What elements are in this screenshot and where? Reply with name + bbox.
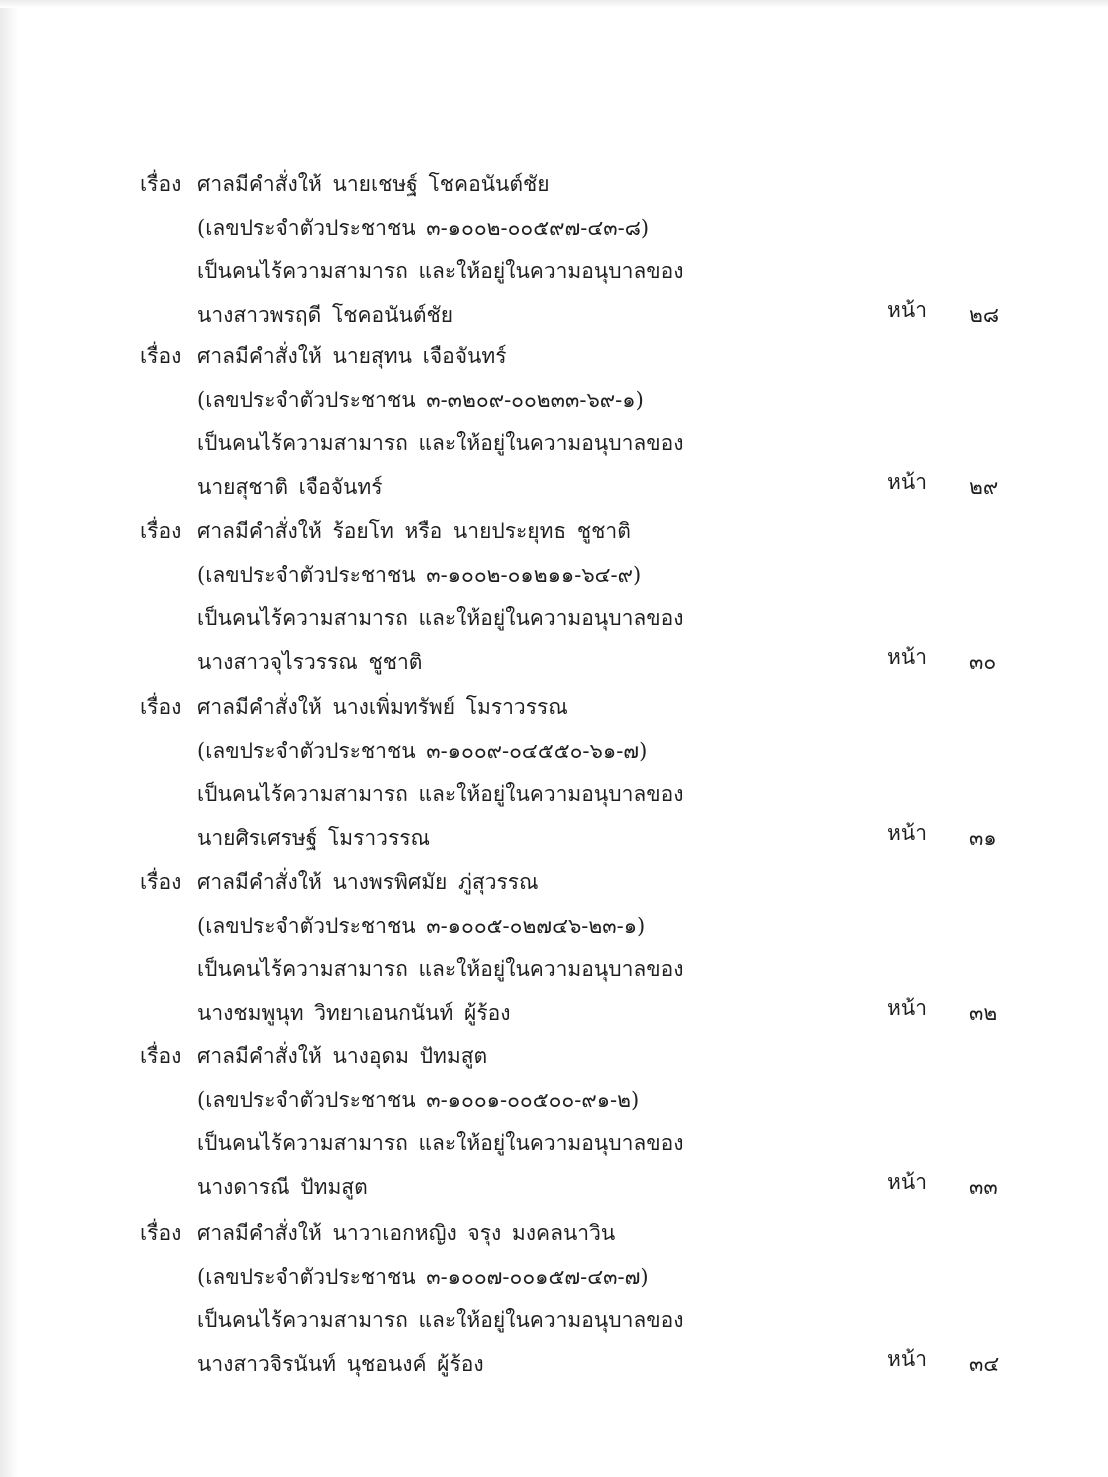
guardian-line: นางสาวจิรนันท์ นุชอนงค์ ผู้ร้อง — [197, 1352, 484, 1376]
id-number-line: (เลขประจำตัวประชาชน ๓-๑๐๐๒-๐๑๒๑๑-๖๔-๙) — [197, 563, 642, 587]
page-number: ๓๑ — [969, 826, 997, 850]
id-number-line: (เลขประจำตัวประชาชน ๓-๑๐๐๕-๐๒๗๔๖-๒๓-๑) — [197, 914, 646, 938]
id-number-line: (เลขประจำตัวประชาชน ๓-๑๐๐๒-๐๐๕๙๗-๔๓-๘) — [197, 216, 650, 240]
description-line: เป็นคนไร้ความสามารถ และให้อยู่ในความอนุบาลของ — [197, 1131, 684, 1155]
page-label: หน้า — [887, 996, 927, 1020]
description-line: เป็นคนไร้ความสามารถ และให้อยู่ในความอนุบาลของ — [197, 1308, 684, 1332]
page-label: หน้า — [887, 1170, 927, 1194]
guardian-line: นางชมพูนุท วิทยาเอนกนันท์ ผู้ร้อง — [197, 1001, 511, 1025]
description-line: เป็นคนไร้ความสามารถ และให้อยู่ในความอนุบาลของ — [197, 782, 684, 806]
topic-label: เรื่อง — [140, 519, 182, 543]
page-number: ๓๒ — [969, 1001, 998, 1025]
id-number-line: (เลขประจำตัวประชาชน ๓-๑๐๐๙-๐๔๕๕๐-๖๑-๗) — [197, 739, 648, 763]
guardian-line: นางสาวจุไรวรรณ ชูชาติ — [197, 650, 423, 674]
topic-label: เรื่อง — [140, 870, 182, 894]
topic-label: เรื่อง — [140, 1221, 182, 1245]
page-number: ๓๐ — [969, 650, 997, 674]
topic-text: ศาลมีคำสั่งให้ นาวาเอกหญิง จรุง มงคลนาวิน — [197, 1221, 616, 1245]
guardian-line: นางสาวพรฤดี โชคอนันต์ชัย — [197, 303, 454, 327]
topic-text: ศาลมีคำสั่งให้ นางเพิ่มทรัพย์ โมราวรรณ — [197, 695, 568, 719]
page-label: หน้า — [887, 645, 927, 669]
guardian-line: นายศิรเศรษฐ์ โมราวรรณ — [197, 826, 430, 850]
entry — [0, 685, 1108, 860]
page-number: ๒๘ — [969, 303, 1000, 327]
topic-text: ศาลมีคำสั่งให้ นางอุดม ปัทมสูต — [197, 1044, 488, 1068]
topic-text: ศาลมีคำสั่งให้ นายสุทน เจือจันทร์ — [197, 344, 507, 368]
id-number-line: (เลขประจำตัวประชาชน ๓-๑๐๐๗-๐๐๑๕๗-๔๓-๗) — [197, 1265, 649, 1289]
page-number: ๓๓ — [969, 1175, 998, 1199]
id-number-line: (เลขประจำตัวประชาชน ๓-๓๒๐๙-๐๐๒๓๓-๖๙-๑) — [197, 388, 644, 412]
topic-text: ศาลมีคำสั่งให้ นายเชษฐ์ โชคอนันต์ชัย — [197, 172, 550, 196]
entry — [0, 334, 1108, 509]
description-line: เป็นคนไร้ความสามารถ และให้อยู่ในความอนุบาลของ — [197, 431, 684, 455]
id-number-line: (เลขประจำตัวประชาชน ๓-๑๐๐๑-๐๐๕๐๐-๙๑-๒) — [197, 1088, 640, 1112]
page-label: หน้า — [887, 821, 927, 845]
topic-label: เรื่อง — [140, 344, 182, 368]
description-line: เป็นคนไร้ความสามารถ และให้อยู่ในความอนุบาลของ — [197, 259, 684, 283]
topic-label: เรื่อง — [140, 695, 182, 719]
page-number: ๒๙ — [969, 475, 999, 499]
topic-text: ศาลมีคำสั่งให้ นางพรพิศมัย ภู่สุวรรณ — [197, 870, 539, 894]
page-number: ๓๔ — [969, 1352, 1000, 1376]
topic-text: ศาลมีคำสั่งให้ ร้อยโท หรือ นายประยุทธ ชูชาติ — [197, 519, 631, 543]
entry — [0, 1034, 1108, 1209]
description-line: เป็นคนไร้ความสามารถ และให้อยู่ในความอนุบาลของ — [197, 957, 684, 981]
topic-label: เรื่อง — [140, 1044, 182, 1068]
entry — [0, 509, 1108, 684]
entry — [0, 162, 1108, 337]
entry — [0, 860, 1108, 1035]
description-line: เป็นคนไร้ความสามารถ และให้อยู่ในความอนุบาลของ — [197, 606, 684, 630]
topic-label: เรื่อง — [140, 172, 182, 196]
page-label: หน้า — [887, 1347, 927, 1371]
guardian-line: นางดารณี ปัทมสูต — [197, 1175, 368, 1199]
page-label: หน้า — [887, 298, 927, 322]
guardian-line: นายสุชาติ เจือจันทร์ — [197, 475, 383, 499]
entry — [0, 1211, 1108, 1386]
page-label: หน้า — [887, 470, 927, 494]
